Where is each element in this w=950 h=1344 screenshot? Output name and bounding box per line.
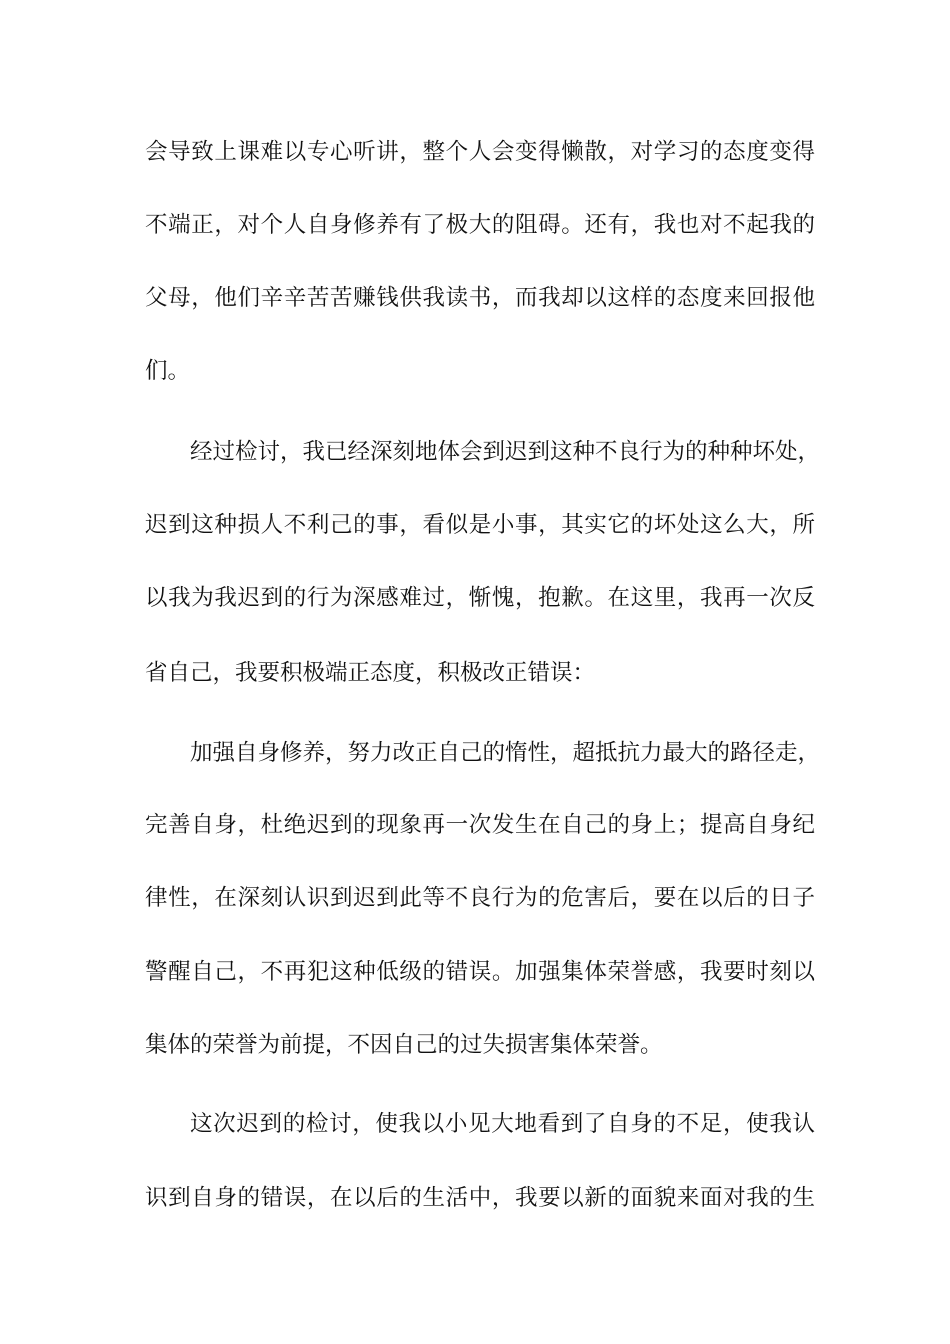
text-line: 加强自身修养，努力改正自己的惰性，超抵抗力最大的路径走， xyxy=(190,740,821,766)
text-line: 会导致上课难以专心听讲，整个人会变得懒散，对学习的态度变得 xyxy=(145,139,815,165)
text-line: 们。 xyxy=(145,358,191,384)
text-line: 完善自身，杜绝迟到的现象再一次发生在自己的身上；提高自身纪 xyxy=(145,812,815,838)
text-line: 这次迟到的检讨，使我以小见大地看到了自身的不足，使我认 xyxy=(190,1111,815,1137)
text-line: 识到自身的错误，在以后的生活中，我要以新的面貌来面对我的生 xyxy=(145,1185,815,1211)
text-line: 省自己，我要积极端正态度，积极改正错误： xyxy=(145,660,596,686)
text-line: 以我为我迟到的行为深感难过，惭愧，抱歉。在这里，我再一次反 xyxy=(145,585,815,611)
text-line: 迟到这种损人不利己的事，看似是小事，其实它的坏处这么大，所 xyxy=(145,512,815,538)
text-line: 父母，他们辛辛苦苦赚钱供我读书，而我却以这样的态度来回报他 xyxy=(145,285,815,311)
text-line: 律性，在深刻认识到迟到此等不良行为的危害后，要在以后的日子 xyxy=(145,885,815,911)
text-line: 集体的荣誉为前提，不因自己的过失损害集体荣誉。 xyxy=(145,1032,663,1058)
text-line: 经过检讨，我已经深刻地体会到迟到这种不良行为的种种坏处， xyxy=(190,439,821,465)
text-line: 不端正，对个人自身修养有了极大的阻碍。还有，我也对不起我的 xyxy=(145,212,815,238)
text-line: 警醒自己，不再犯这种低级的错误。加强集体荣誉感，我要时刻以 xyxy=(145,959,815,985)
